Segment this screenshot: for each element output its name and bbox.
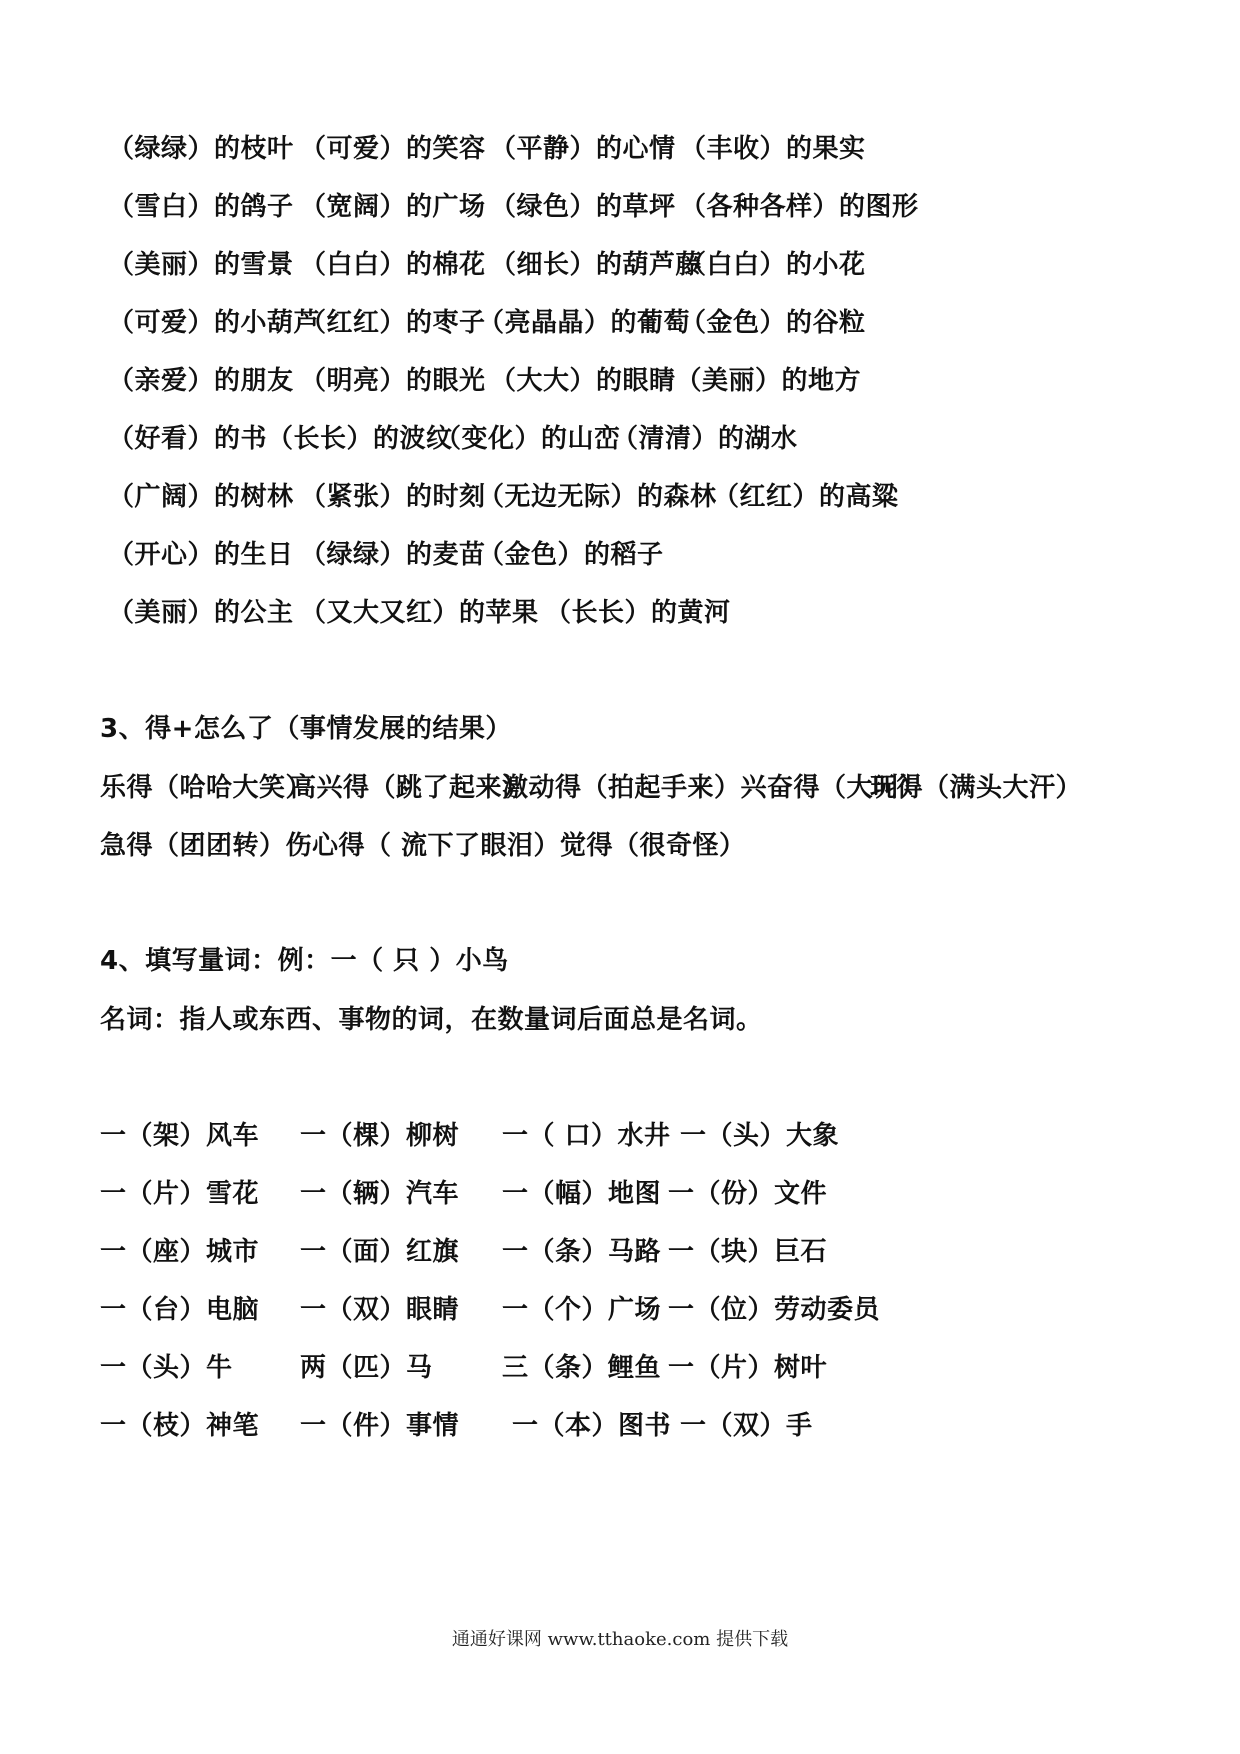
phrase: （变化）的山峦 <box>435 424 621 454</box>
measure-phrase: 一（面）红旗 <box>300 1237 460 1267</box>
measure-phrase: 一（双）眼睛 <box>300 1295 460 1325</box>
measure-phrase: 一（份）文件 <box>668 1179 828 1209</box>
phrase: （亲爱）的朋友 <box>108 366 294 396</box>
measure-phrase: 一（片）雪花 <box>100 1179 260 1209</box>
result-phrase: 激动得（拍起手来）兴奋得（大叫） <box>502 773 927 803</box>
measure-phrase: 三（条）鲤鱼 <box>502 1353 662 1383</box>
phrase: （白白）的棉花 <box>300 250 486 280</box>
footer-credit: 通通好课网 www.tthaoke.com 提供下载 <box>451 1629 789 1650</box>
measure-phrase: 一（件）事情 <box>300 1411 460 1441</box>
phrase: （红红）的枣子 <box>300 308 486 338</box>
measure-phrase: 一（本）图书 <box>512 1411 672 1441</box>
phrase: （美丽）的公主 <box>108 598 294 628</box>
phrase: （雪白）的鸽子 <box>108 192 294 222</box>
phrase: （可爱）的小葫芦 <box>108 308 321 338</box>
phrase: （开心）的生日 <box>108 540 294 570</box>
result-phrase: 急得（团团转）伤心得（ 流下了眼泪）觉得（很奇怪） <box>100 831 746 861</box>
measure-phrase: 一（个）广场 <box>502 1295 662 1325</box>
result-phrase: 高兴得（跳了起来） <box>290 773 529 803</box>
phrase: （细长）的葫芦藤 <box>490 250 703 280</box>
phrase: （绿绿）的枝叶 <box>108 134 294 164</box>
phrase: （又大又红）的苹果 <box>300 598 539 628</box>
result-phrase: 乐得（哈哈大笑） <box>100 773 313 803</box>
phrase: （金色）的谷粒 <box>680 308 866 338</box>
phrase: （无边无际）的森林 <box>478 482 717 512</box>
measure-phrase: 一（架）风车 <box>100 1121 260 1151</box>
phrase: （平静）的心情 <box>490 134 676 164</box>
measure-phrase: 一（位）劳动委员 <box>668 1295 881 1325</box>
phrase: （丰收）的果实 <box>680 134 866 164</box>
phrase: （可爱）的笑容 <box>300 134 486 164</box>
measure-phrase: 一（棵）柳树 <box>300 1121 460 1151</box>
measure-phrase: 两（匹）马 <box>300 1353 433 1383</box>
phrase: （紧张）的时刻 <box>300 482 486 512</box>
phrase: （宽阔）的广场 <box>300 192 486 222</box>
phrase: （金色）的稻子 <box>478 540 664 570</box>
phrase: （明亮）的眼光 <box>300 366 486 396</box>
phrase: （绿绿）的麦苗 <box>300 540 486 570</box>
phrase: （好看）的书（长长）的波纹 <box>108 424 453 454</box>
phrase: （大大）的眼睛（美丽）的地方 <box>490 366 862 396</box>
phrase: （亮晶晶）的葡萄 <box>478 308 691 338</box>
measure-phrase: 一（座）城市 <box>100 1237 260 1267</box>
phrase: （红红）的高粱 <box>713 482 899 512</box>
measure-phrase: 一（块）巨石 <box>668 1237 828 1267</box>
measure-phrase: 一（头）大象 <box>680 1121 840 1151</box>
measure-phrase: 一（台）电脑 <box>100 1295 260 1325</box>
phrase: （绿色）的草坪 <box>490 192 676 222</box>
measure-phrase: 一（ 口）水井 <box>502 1121 671 1151</box>
measure-phrase: 一（辆）汽车 <box>300 1179 460 1209</box>
section-3-heading: 3、得+怎么了（事情发展的结果） <box>100 714 512 744</box>
noun-definition: 名词：指人或东西、事物的词，在数量词后面总是名词。 <box>100 1005 763 1035</box>
phrase: （清清）的湖水 <box>612 424 798 454</box>
phrase: （长长）的黄河 <box>545 598 731 628</box>
phrase: （白白）的小花 <box>680 250 866 280</box>
measure-phrase: 一（枝）神笔 <box>100 1411 260 1441</box>
phrase: （广阔）的树林 <box>108 482 294 512</box>
phrase: （美丽）的雪景 <box>108 250 294 280</box>
measure-phrase: 一（双）手 <box>680 1411 813 1441</box>
phrase: （各种各样）的图形 <box>680 192 919 222</box>
measure-phrase: 一（条）马路 <box>502 1237 662 1267</box>
result-phrase: 玩得（满头大汗） <box>870 773 1083 803</box>
section-4-heading: 4、填写量词：例：一（ 只 ）小鸟 <box>100 946 509 976</box>
measure-phrase: 一（片）树叶 <box>668 1353 828 1383</box>
measure-phrase: 一（头）牛 <box>100 1353 233 1383</box>
measure-phrase: 一（幅）地图 <box>502 1179 662 1209</box>
